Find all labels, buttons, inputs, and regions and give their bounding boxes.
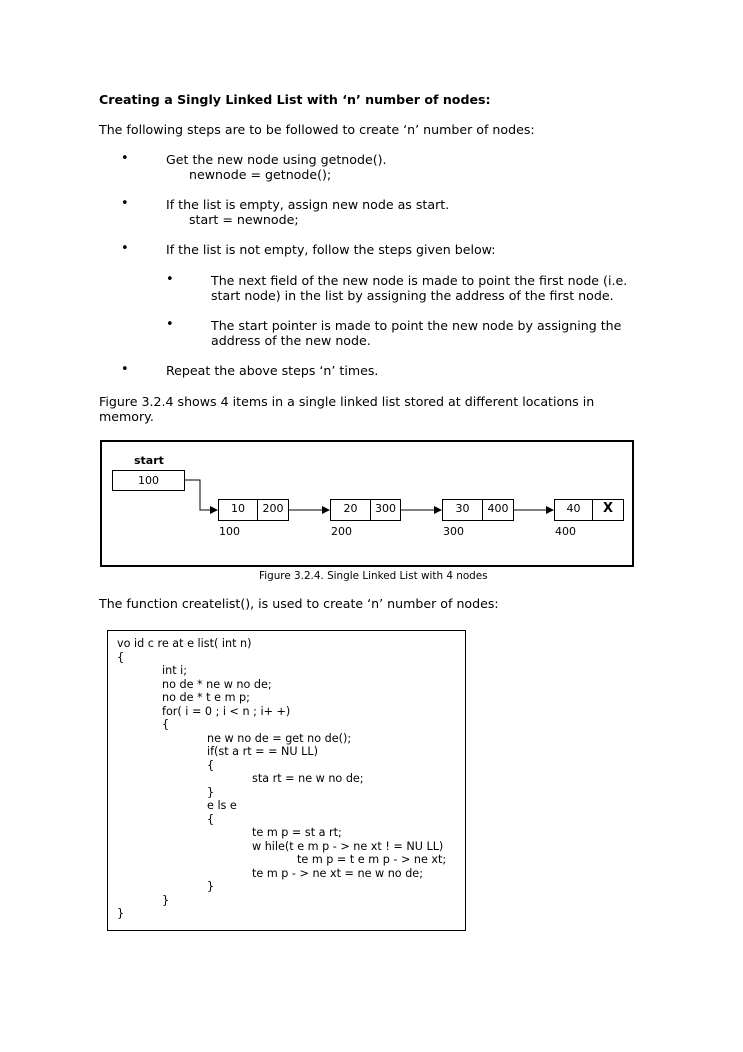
node-1-next: 200 <box>257 499 289 521</box>
bullet-icon: • <box>121 151 129 166</box>
node-2-data: 20 <box>330 499 371 521</box>
node-2-address: 200 <box>331 525 352 538</box>
substep-1-line1: The next field of the new node is made to point the first node (i.e. <box>211 273 628 288</box>
substep-2-line2: address of the new node. <box>211 333 371 348</box>
code-line: vo id c re at e list( int n) <box>117 637 252 650</box>
step-3-text: If the list is not empty, follow the steps given below: <box>166 242 496 257</box>
node-4-data: 40 <box>554 499 593 521</box>
figure-intro-line1: Figure 3.2.4 shows 4 items in a single linked list stored at different locations in <box>99 394 595 409</box>
node-4-address: 400 <box>555 525 576 538</box>
step-1-text: Get the new node using getnode(). <box>166 152 387 167</box>
bullet-icon: • <box>121 241 129 256</box>
code-line: te m p - > ne xt = ne w no de; <box>252 867 423 880</box>
code-line: } <box>162 894 170 907</box>
node-1-data: 10 <box>218 499 258 521</box>
bullet-icon: • <box>166 317 174 332</box>
code-line: sta rt = ne w no de; <box>252 772 364 785</box>
code-line: { <box>117 651 125 664</box>
figure-caption: Figure 3.2.4. Single Linked List with 4 nodes <box>259 570 488 582</box>
code-line: int i; <box>162 664 188 677</box>
code-line: for( i = 0 ; i < n ; i+ +) <box>162 705 291 718</box>
substep-1-line2: start node) in the list by assigning the address of the first node. <box>211 288 614 303</box>
code-line: no de * t e m p; <box>162 691 250 704</box>
section-heading: Creating a Singly Linked List with ‘n’ number of nodes: <box>99 92 491 107</box>
step-2-code: start = newnode; <box>189 212 299 227</box>
code-line: no de * ne w no de; <box>162 678 272 691</box>
node-3-next: 400 <box>482 499 514 521</box>
node-4-null-marker: X <box>592 499 624 521</box>
bullet-icon: • <box>121 196 129 211</box>
intro-text: The following steps are to be followed to create ‘n’ number of nodes: <box>99 122 535 137</box>
start-label: start <box>134 454 164 467</box>
step-2-text: If the list is empty, assign new node as start. <box>166 197 450 212</box>
node-3-address: 300 <box>443 525 464 538</box>
bullet-icon: • <box>121 362 129 377</box>
code-line: { <box>162 718 170 731</box>
start-arrow <box>185 480 217 510</box>
code-line: } <box>207 880 215 893</box>
code-line: te m p = st a rt; <box>252 826 342 839</box>
code-line: { <box>207 813 215 826</box>
code-line: if(st a rt = = NU LL) <box>207 745 318 758</box>
substep-2-line1: The start pointer is made to point the new node by assigning the <box>211 318 622 333</box>
code-line: w hile(t e m p - > ne xt ! = NU LL) <box>252 840 444 853</box>
start-pointer-box: 100 <box>112 470 185 491</box>
code-line: e ls e <box>207 799 237 812</box>
step-1-code: newnode = getnode(); <box>189 167 332 182</box>
code-line: te m p = t e m p - > ne xt; <box>297 853 447 866</box>
code-line: { <box>207 759 215 772</box>
figure-intro-line2: memory. <box>99 409 154 424</box>
code-line: } <box>117 907 125 920</box>
step-4-text: Repeat the above steps ‘n’ times. <box>166 363 379 378</box>
code-line: } <box>207 786 215 799</box>
node-1-address: 100 <box>219 525 240 538</box>
bullet-icon: • <box>166 272 174 287</box>
function-intro: The function createlist(), is used to create ‘n’ number of nodes: <box>99 596 499 611</box>
node-3-data: 30 <box>442 499 483 521</box>
code-line: ne w no de = get no de(); <box>207 732 352 745</box>
node-2-next: 300 <box>370 499 401 521</box>
